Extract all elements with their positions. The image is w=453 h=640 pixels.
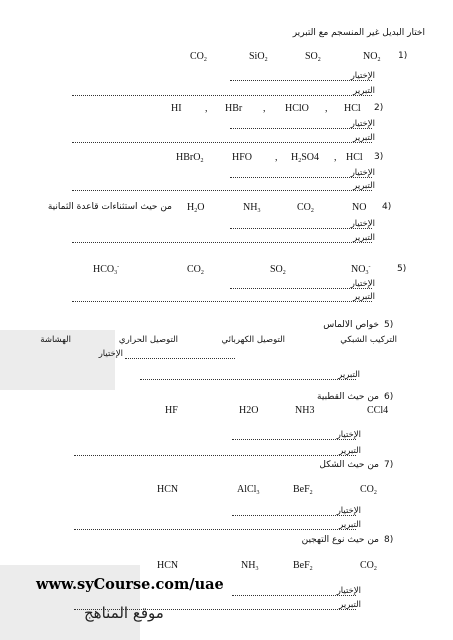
formula: NO: [352, 202, 367, 213]
formula: BeF$_2$: [293, 560, 313, 572]
reason-label: التبرير: [338, 370, 360, 380]
formula: HCl: [346, 152, 363, 163]
answer-line[interactable]: [72, 142, 372, 143]
formula: H2O: [239, 405, 259, 416]
answer-line[interactable]: [74, 455, 356, 456]
formula: $CO_2$: [190, 51, 207, 63]
formula: HFO: [232, 152, 253, 163]
separator: ,: [205, 103, 208, 114]
choice-label: الإختيار: [350, 279, 375, 289]
answer-line[interactable]: [230, 80, 372, 81]
answer-line[interactable]: [72, 242, 372, 243]
reason-label: التبرير: [353, 292, 375, 302]
question-number: 3): [374, 152, 384, 162]
answer-line[interactable]: [72, 301, 372, 302]
formula: HCl: [344, 103, 361, 114]
answer-line[interactable]: [230, 228, 372, 229]
formula: SiO$_2$: [249, 51, 268, 63]
separator: ,: [275, 152, 278, 163]
separator: ,: [325, 103, 328, 114]
question-text: من حيث نوع التهجين: [301, 535, 379, 545]
formula: $H_2SO4$: [291, 152, 320, 164]
answer-line[interactable]: [125, 358, 235, 359]
formula: $NH_3$: [243, 202, 261, 214]
answer-line[interactable]: [230, 177, 372, 178]
formula: $CO_2$: [297, 202, 314, 214]
page-title: اختار البديل غير المنسجم مع التبرير: [292, 28, 425, 38]
formula: HCN: [157, 484, 179, 495]
choice-label: الإختيار: [336, 506, 361, 516]
question-text: خواص الالماس: [323, 320, 379, 330]
property-option: التوصيل الحراري: [118, 335, 178, 345]
reason-label: التبرير: [339, 446, 361, 456]
formula: $NH_3$: [241, 560, 259, 572]
formula: $CO_2$: [360, 560, 377, 572]
formula: HClO: [285, 103, 309, 114]
formula: CCl4: [367, 405, 389, 416]
answer-line[interactable]: [232, 595, 356, 596]
formula: $H_2O$: [187, 202, 205, 214]
property-option: التوصيل الكهربائي: [221, 335, 285, 345]
formula: $CO_2$: [187, 264, 204, 276]
formula: AlCl$_3$: [237, 484, 260, 496]
answer-line[interactable]: [140, 379, 356, 380]
question-number: 2): [374, 103, 384, 113]
question-number: 5): [397, 264, 407, 274]
question-number: 1): [398, 51, 408, 61]
question-number: 8): [384, 535, 394, 545]
reason-label: التبرير: [339, 520, 361, 530]
reason-label: التبرير: [353, 86, 375, 96]
site-name: موقع المناهج: [84, 604, 164, 622]
formula: HF: [165, 405, 178, 416]
choice-label: الإختيار: [350, 219, 375, 229]
formula: BeF$_2$: [293, 484, 313, 496]
question-number: 6): [384, 392, 394, 402]
reason-label: التبرير: [339, 600, 361, 610]
answer-line[interactable]: [74, 529, 356, 530]
formula: $CO_2$: [360, 484, 377, 496]
site-url: www.syCourse.com/uae: [36, 576, 224, 593]
choice-label: الإختيار: [336, 430, 361, 440]
formula: HBrO$_2$: [176, 152, 204, 164]
answer-line[interactable]: [232, 439, 356, 440]
question-number: 4): [382, 202, 392, 212]
property-option: الهشاشة: [40, 335, 71, 345]
question-number: 7): [384, 460, 394, 470]
formula: HBr: [225, 103, 243, 114]
formula: $NO_3^-$: [351, 264, 371, 276]
choice-label: الإختيار: [350, 119, 375, 129]
choice-label: الإختيار: [98, 349, 123, 359]
formula: $SO_2$: [270, 264, 286, 276]
formula: $SO_2$: [305, 51, 321, 63]
separator: ,: [263, 103, 266, 114]
question-text: من حيث القطبية: [317, 392, 379, 402]
reason-label: التبرير: [353, 233, 375, 243]
property-option: التركيب الشبكي: [340, 335, 397, 345]
question-text: من حيث الشكل: [319, 460, 379, 470]
reason-label: التبرير: [353, 181, 375, 191]
choice-label: الإختيار: [336, 586, 361, 596]
answer-line[interactable]: [230, 288, 372, 289]
answer-line[interactable]: [72, 95, 372, 96]
question-text: من حيث استثناءات قاعدة الثمانية: [47, 202, 172, 212]
reason-label: التبرير: [353, 133, 375, 143]
formula: NH3: [295, 405, 315, 416]
answer-line[interactable]: [230, 128, 372, 129]
formula: HI: [171, 103, 182, 114]
formula: $NO_2$: [363, 51, 381, 63]
choice-label: الإختيار: [350, 168, 375, 178]
question-number: 5): [384, 320, 394, 330]
separator: ,: [334, 152, 337, 163]
choice-label: الإختيار: [350, 71, 375, 81]
answer-line[interactable]: [232, 515, 356, 516]
answer-line[interactable]: [72, 190, 372, 191]
formula: $HCO_3^-$: [93, 264, 120, 276]
formula: HCN: [157, 560, 179, 571]
